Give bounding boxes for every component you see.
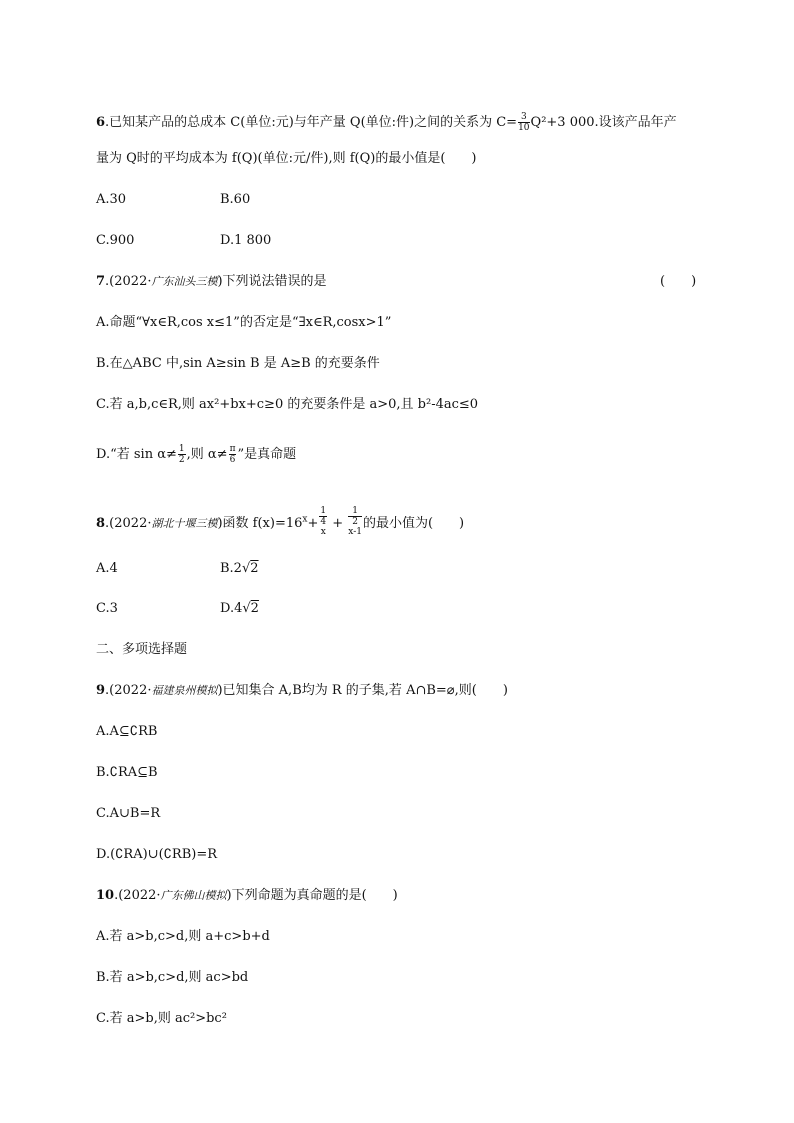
q8-frac2-den <box>348 517 362 541</box>
q6-fraction-den: 10 <box>518 123 530 133</box>
q7-stem <box>96 273 327 291</box>
q7-d-frac2 <box>229 444 237 465</box>
q7-stem-text: )下列说法错误的是 <box>217 274 327 289</box>
q7-d-part1: D.“若 sin α≠ <box>96 447 177 462</box>
q7-option-a: A.命题“∀x∈R,cos x≤1”的否定是“∃x∈R,cosx>1” <box>96 315 392 330</box>
q9-option-b: B.∁RA⊆B <box>96 765 158 780</box>
q8-frac2-den-base: 2 <box>352 517 358 527</box>
q8-frac1-den-base: 4 <box>320 517 327 527</box>
q10-option-c: C.若 a>b,则 ac²>bc² <box>96 1011 227 1026</box>
q8-option-d: D.4√2 <box>220 601 259 616</box>
q8-option-b-label: B.2 <box>220 561 242 576</box>
q6-number: 6 <box>96 115 106 130</box>
q8-frac1-den <box>319 517 327 541</box>
section-heading: 二、多项选择题 <box>96 642 188 657</box>
q9-stem <box>96 682 508 700</box>
q7-d-frac2-den: 6 <box>229 455 236 465</box>
q9-source: 福建泉州模拟 <box>151 684 218 697</box>
q8-option-c: C.3 <box>96 601 118 616</box>
q8-stem-part1: )函数 f(x)=16 <box>217 516 303 531</box>
q9-option-a: A.A⊆∁RB <box>96 724 158 739</box>
q8-plus2: + <box>328 516 348 531</box>
q7-option-c: C.若 a,b,c∈R,则 ax²+bx+c≥0 的充要条件是 a>0,且 b²-4ac≤0 <box>96 397 479 412</box>
q8-exponent: x <box>302 514 308 525</box>
q10-number: 10 <box>96 888 115 903</box>
q8-option-b: B.2√2 <box>220 561 259 576</box>
q9-number: 9 <box>96 683 106 698</box>
q8-option-a: A.4 <box>96 561 118 576</box>
q6-option-d: D.1 800 <box>220 233 272 248</box>
q10-option-a: A.若 a>b,c>d,则 a+c>b+d <box>96 929 270 944</box>
q7-d-frac1 <box>178 444 186 465</box>
q8-frac2-den-exp: x-1 <box>348 527 362 537</box>
q7-option-b: B.在△ABC 中,sin A≥sin B 是 A≥B 的充要条件 <box>96 356 380 371</box>
q8-stem-part2: 的最小值为( ) <box>362 516 465 531</box>
q8-option-b-radicand: 2 <box>250 561 259 576</box>
q6-option-c: C.900 <box>96 233 135 248</box>
q6-stem-part2: Q²+3 000.设该产品年产 <box>530 115 677 130</box>
q7-d-frac1-den: 2 <box>178 455 185 465</box>
q8-number: 8 <box>96 516 106 531</box>
q7-option-d <box>96 444 296 465</box>
q6-stem-part1: .已知某产品的总成本 C(单位:元)与年产量 Q(单位:件)之间的关系为 C= <box>105 115 518 130</box>
q8-prefix: .(2022· <box>105 516 152 531</box>
q7-d-frac2-num: π <box>229 444 236 454</box>
q7-d-part3: ”是真命题 <box>237 447 297 462</box>
q6-line1 <box>96 112 677 133</box>
q10-source: 广东佛山模拟 <box>160 889 227 902</box>
q8-frac1-den-exp: x <box>320 527 326 537</box>
q6-option-b: B.60 <box>220 192 251 207</box>
q10-prefix: .(2022· <box>114 888 161 903</box>
q7-d-frac1-num: 1 <box>178 444 185 454</box>
q9-option-c: C.A∪B=R <box>96 806 161 821</box>
q7-source: 广东汕头三模 <box>151 275 218 288</box>
q8-plus1: + <box>307 516 319 531</box>
q7-prefix: .(2022· <box>105 274 152 289</box>
q8-source: 湖北十堰三模 <box>151 517 218 530</box>
q7-d-part2: ,则 α≠ <box>186 447 228 462</box>
q10-stem <box>96 887 398 905</box>
q6-fraction <box>518 112 529 133</box>
q8-frac2-num: 1 <box>348 506 362 517</box>
q7-answer-paren: ( ) <box>660 274 697 289</box>
q7-number: 7 <box>96 274 106 289</box>
q6-option-a: A.30 <box>96 192 127 207</box>
q9-prefix: .(2022· <box>105 683 152 698</box>
q10-stem-text: )下列命题为真命题的是( ) <box>226 888 398 903</box>
q8-option-d-radicand: 2 <box>250 601 259 616</box>
q9-option-d: D.(∁RA)∪(∁RB)=R <box>96 847 218 862</box>
q8-stem <box>96 506 464 541</box>
q9-stem-text: )已知集合 A,B均为 R 的子集,若 A∩B=⌀,则( ) <box>217 683 508 698</box>
q10-option-b: B.若 a>b,c>d,则 ac>bd <box>96 970 249 985</box>
q6-fraction-num: 3 <box>518 112 529 123</box>
q8-frac1-num: 1 <box>320 506 327 516</box>
q8-frac2 <box>348 506 362 541</box>
q8-option-d-label: D.4 <box>220 601 243 616</box>
q6-line2: 量为 Q时的平均成本为 f(Q)(单位:元/件),则 f(Q)的最小值是( ) <box>96 151 477 166</box>
q8-frac1 <box>319 506 327 541</box>
